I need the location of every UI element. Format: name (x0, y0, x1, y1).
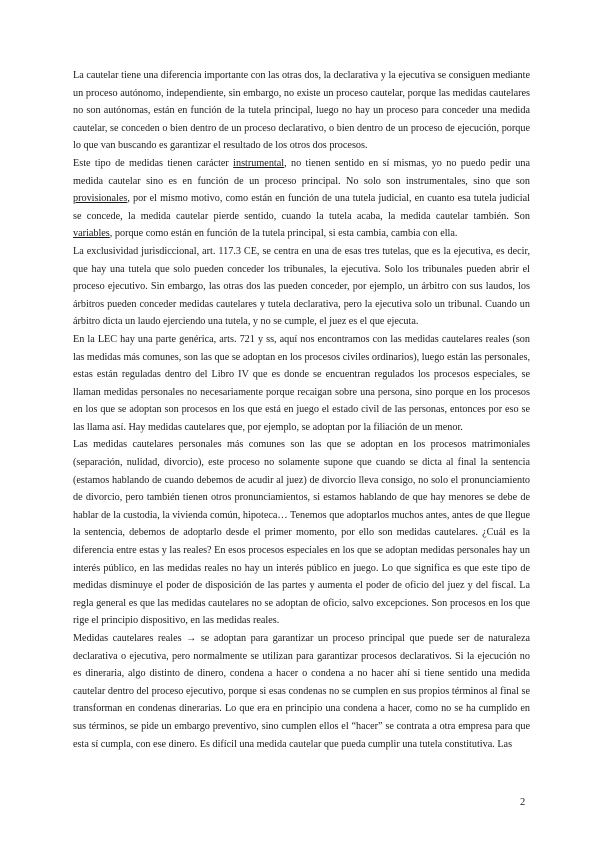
page-number: 2 (520, 797, 526, 808)
paragraph-text: , porque como están en función de la tutela principal, si esta cambia, cambia con ella. (109, 228, 458, 240)
paragraph (73, 243, 530, 331)
paragraph (73, 630, 530, 753)
paragraph (73, 436, 530, 630)
paragraph (73, 67, 530, 155)
paragraph (73, 331, 530, 437)
underlined-term: variables (73, 228, 110, 240)
paragraph-text: , por el mismo motivo, como están en función de una tutela judicial, en cuanto esa tutela judicial se concede, la medida cautelar pierde sentido, cuando la tutela acaba, la medida cautelar también. Son (73, 193, 530, 222)
document-body (73, 67, 530, 753)
paragraph-text: Este tipo de medidas tienen carácter (73, 157, 234, 169)
underlined-term: instrumental (233, 157, 285, 169)
paragraph-text: En la LEC hay una parte genérica, arts. 721 y ss, aquí nos encontramos con las medidas cautelares reales (son las medidas más comunes, son las que se adoptan en los procesos civiles ordinarios), luego están las personales, estas están reguladas dentro del Libro IV que es donde se encuentran regulados los procesos especiales, se llaman medidas personales no necesariamente porque recaigan sobre una persona, sino porque en los procesos en los que se adoptan son procesos en los que está en juego el estado civil de las personas, entonces por eso se las llama así. Hay medidas cautelares que, por ejemplo, se adoptan por la filiación de un menor. (73, 333, 530, 433)
underlined-term: provisionales (73, 193, 128, 205)
paragraph-text: , no tienen sentido en sí mismas, yo no puedo pedir una medida cautelar sino es en función de un proceso principal. No solo son instrumentales, sino que son (73, 157, 530, 187)
paragraph-text: La cautelar tiene una diferencia importante con las otras dos, la declarativa y la ejecutiva se consiguen mediante un proceso autónomo, independiente, sin embargo, no existe un proceso cautelar, porque las medidas cautelares no son autónomas, están en función de la tutela principal, luego no hay un proceso para conceder una medida cautelar, se conceden o bien dentro de un proceso declarativo, o bien dentro de un proceso de ejecución, porque lo que van buscando es garantizar el resultado de los otros dos procesos. (73, 70, 530, 152)
paragraph-text: Las medidas cautelares personales más comunes son las que se adoptan en los procesos matrimoniales (separación, nulidad, divorcio), este proceso no solamente supone que cuando se dicta al final la sentencia (estamos hablando de cuando debemos de acudir al juez) de divorcio lleva consigo, no solo el pronunciamiento de divorcio, pero también tienen otros pronunciamientos, si estamos hablando de que hay menores se debe de hablar de la custodia, la vivienda común, hipoteca… Tenemos que adoptarlos muchos antes, antes de que llegue la sentencia, debemos de adoptarlo desde el primer momento, por ello son medidas cautelares. ¿Cuál es la diferencia entre estas y las reales? En esos procesos especiales en los que se adoptan medidas personales hay un interés público, en las medidas reales no hay un interés público en juego. Lo que significa es que este tipo de medidas disminuye el poder de disposición de las partes y aumenta el poder de oficio del juez y del fiscal. La regla general es que las medidas cautelares no se adoptan de oficio, salvo excepciones. Son procesos en los que rige el principio dispositivo, en las medidas reales. (73, 439, 530, 627)
paragraph (73, 155, 530, 243)
paragraph-text: La exclusividad jurisdiccional, art. 117.3 CE, se centra en una de esas tres tutelas, que es la ejecutiva, es decir, que hay una tutela que solo pueden conceder los tribunales, la ejecutiva. Solo los tribunales pueden abrir el proceso ejecutivo. Sin embargo, las otras dos las pueden conceder, por ejemplo, un árbitro con sus laudos, los árbitros pueden conceder medidas cautelares y tutela declarativa, pero la ejecutiva solo un tribunal. Cuando un árbitro dicta un laudo ejerciendo una tutela, y no se cumple, el juez es el que ejecuta. (73, 245, 530, 328)
paragraph-text: Medidas cautelares reales → se adoptan para garantizar un proceso principal que puede ser de naturaleza declarativa o ejecutiva, pero normalmente se utilizan para garantizar procesos declarativos. Si la ejecución no es dineraria, algo distinto de dinero, condena a hacer o condena a no hacer ahí si tiene sentido una medida cautelar dentro del proceso ejecutivo, porque si esas condenas no se cumplen en sus propios términos al final se transforman en condenas dinerarias. Lo que era en principio una condena a hacer, como no se ha cumplido en sus términos, se pide un embargo preventivo, sino cumplen ellos el “hacer” se contrata a otra empresa para que esta sí cumpla, con ese dinero. Es difícil una medida cautelar que pueda cumplir una tutela constitutiva. Las (73, 633, 530, 750)
